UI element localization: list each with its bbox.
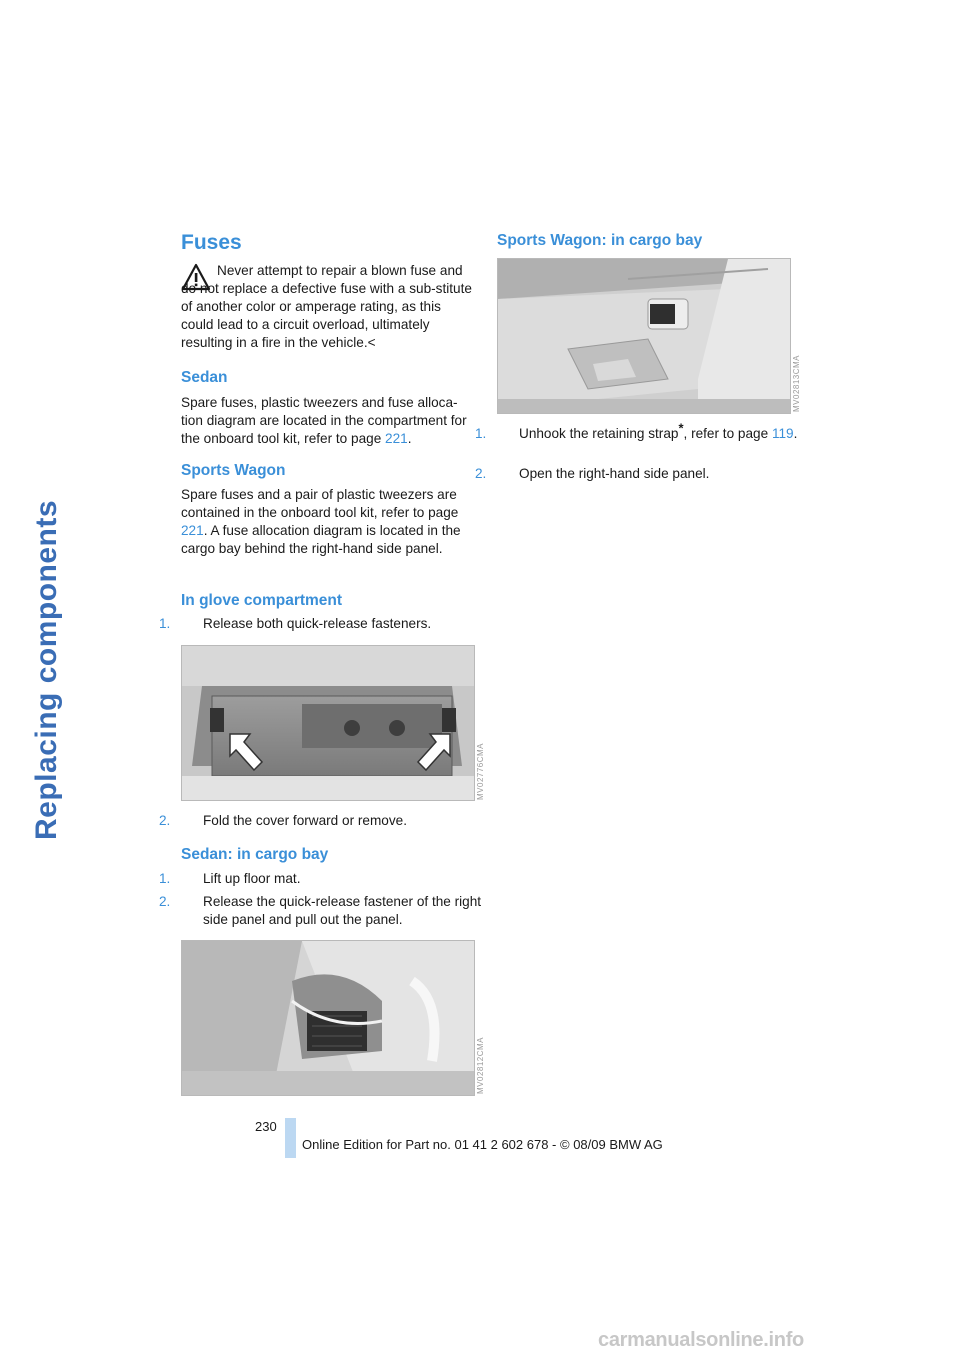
sedan-heading: Sedan: [181, 369, 228, 386]
sports-wagon-text: [181, 486, 475, 558]
step-text: Fold the cover forward or remove.: [203, 813, 407, 828]
glove-step-2: [159, 812, 497, 830]
glove-image-code: MV02776CMA: [476, 742, 485, 800]
step-number: 2.: [159, 894, 171, 909]
page-number: 230: [255, 1119, 277, 1134]
wagon-cargo-image: [497, 258, 791, 414]
step-number: 2.: [159, 813, 171, 828]
footer-edition: Online Edition for Part no. 01 41 2 602 678 - © 08/09 BMW AG: [302, 1137, 663, 1152]
sedan-text: [181, 394, 475, 448]
sedan-cargo-image-code: MV02812CMA: [476, 1036, 485, 1094]
wagon-cargo-step-2: [475, 465, 811, 483]
sports-wagon-page-link[interactable]: 221: [181, 523, 204, 538]
wagon-cargo-image-code: MV02813CMA: [792, 354, 801, 412]
glove-step-1: [159, 615, 497, 633]
step-number: 2.: [475, 466, 487, 481]
sedan-cargo-image: [181, 940, 475, 1096]
wagon-cargo-heading: Sports Wagon: in cargo bay: [497, 232, 703, 249]
step-text: Open the right-hand side panel.: [519, 466, 710, 481]
sports-wagon-heading: Sports Wagon: [181, 462, 286, 479]
step-text: Lift up floor mat.: [203, 871, 301, 886]
sedan-cargo-heading: Sedan: in cargo bay: [181, 846, 329, 863]
step-text: Release the quick-release fastener of the right side panel and pull out the panel.: [203, 894, 482, 927]
watermark: carmanualsonline.info: [598, 1329, 804, 1351]
sedan-text-before: Spare fuses, plastic tweezers and fuse alloca-tion diagram are located in the compartment for the onboard tool kit, refer to page: [181, 395, 467, 446]
step-text: Release both quick-release fasteners.: [203, 616, 432, 631]
step-text-mid: , refer to page: [683, 426, 772, 441]
step-number: 1.: [475, 426, 487, 441]
sedan-cargo-step-1: [159, 870, 497, 888]
fuses-warning-text: Never attempt to repair a blown fuse and do not replace a defective fuse with a sub-stitute of another color or amperage rating, as this could lead to a circuit overload, ultimately resulting in a fire in the vehicle.: [181, 263, 472, 350]
wagon-page-link[interactable]: 119: [771, 426, 794, 441]
sedan-page-link[interactable]: 221: [385, 431, 408, 446]
sports-wagon-text-after: . A fuse allocation diagram is located in the cargo bay behind the right-hand side panel.: [181, 523, 461, 556]
footer-accent-bar: [285, 1118, 296, 1158]
step-text-after: .: [793, 426, 798, 441]
step-number: 1.: [159, 616, 171, 631]
step-number: 1.: [159, 871, 171, 886]
glove-compartment-image: [181, 645, 475, 801]
wagon-cargo-step-1: [475, 420, 811, 443]
section-title: Replacing components: [30, 499, 63, 840]
glove-heading: In glove compartment: [181, 592, 343, 609]
section-title-vertical: [30, 220, 80, 1040]
sports-wagon-text-before: Spare fuses and a pair of plastic tweezers are contained in the onboard tool kit, refer to page: [181, 487, 459, 520]
fuses-heading: Fuses: [181, 231, 242, 254]
fuses-warning: [181, 262, 475, 352]
end-marker: <: [367, 335, 376, 350]
step-text-before: Unhook the retaining strap: [519, 426, 679, 441]
optional-equipment-star: *: [678, 420, 684, 436]
sedan-text-after: .: [407, 431, 412, 446]
sedan-cargo-step-2: [159, 893, 497, 929]
